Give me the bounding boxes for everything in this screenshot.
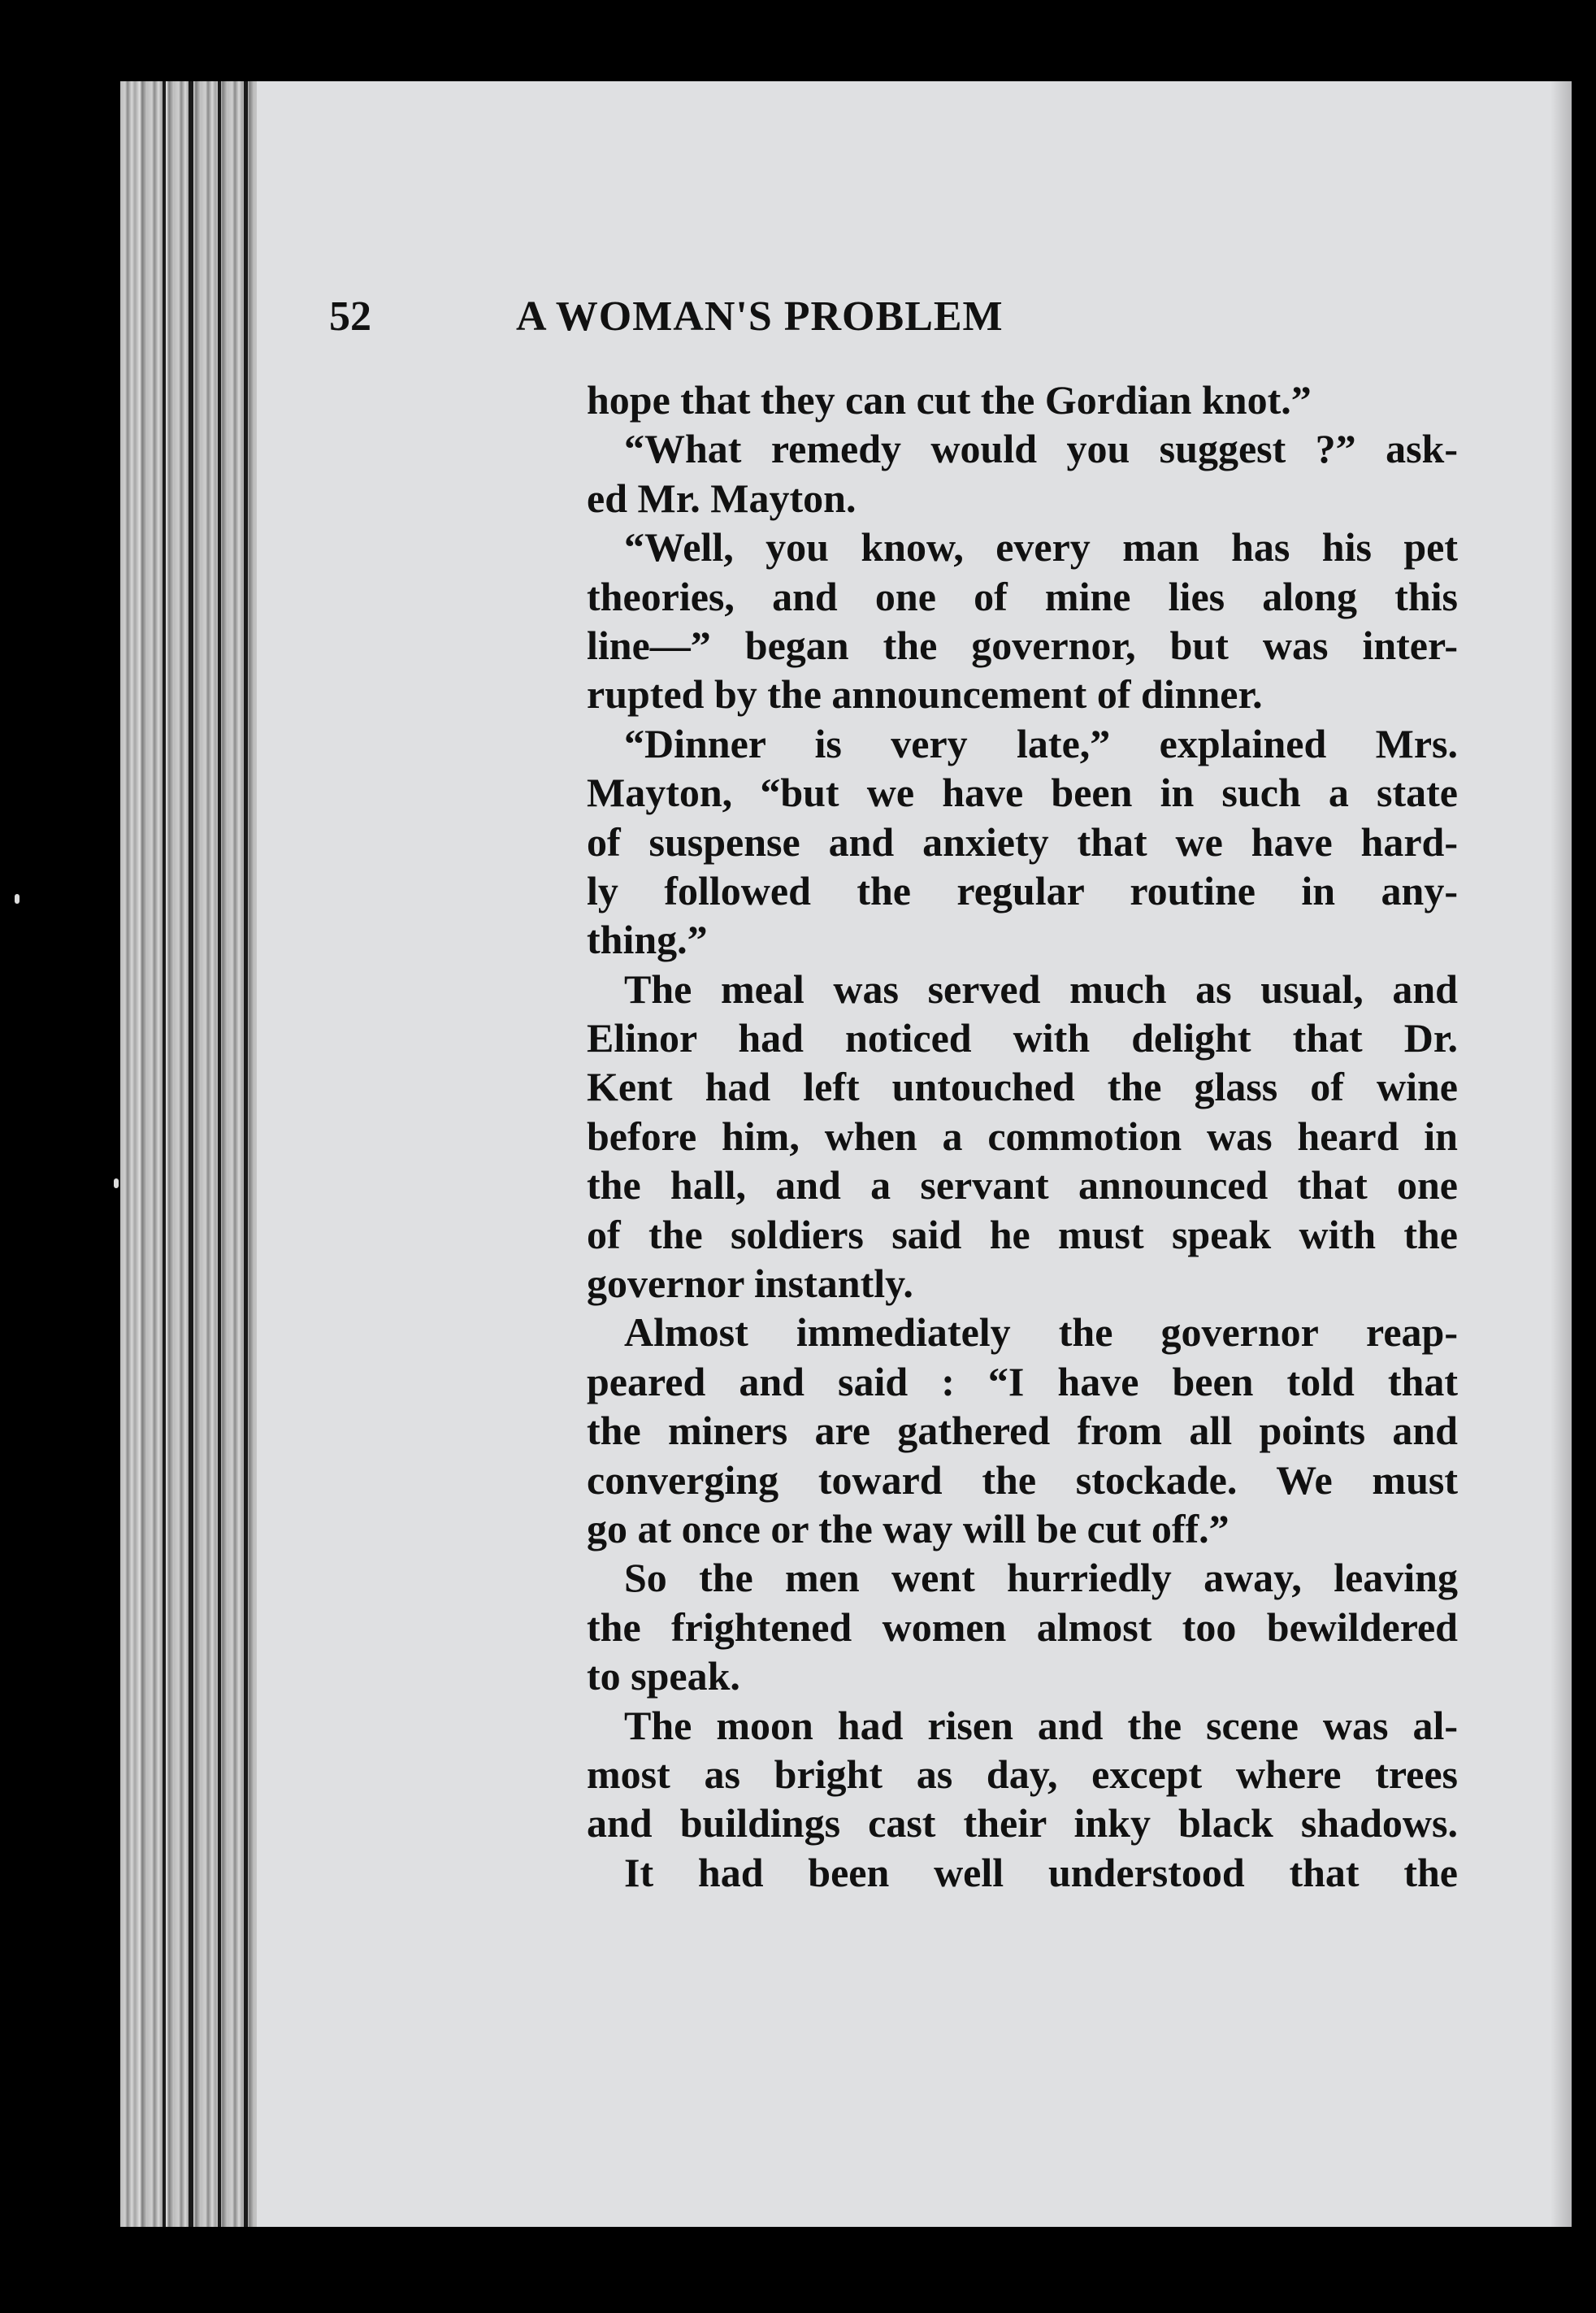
text-line: “What remedy would you suggest ?” ask- <box>624 426 1458 472</box>
edge-line <box>218 81 221 2227</box>
page-header <box>329 293 1459 349</box>
body-text <box>587 375 1458 1897</box>
text-line: So the men went hurriedly away, leaving <box>624 1555 1458 1601</box>
text-line: before him, when a commotion was heard in <box>587 1113 1458 1159</box>
text-line: go at once or the way will be cut off.” <box>587 1505 1230 1551</box>
text-line: “Dinner is very late,” explained Mrs. <box>624 720 1458 766</box>
text-line: the frightened women almost too bewildered <box>587 1603 1458 1650</box>
text-line: The meal was served much as usual, and <box>624 966 1458 1012</box>
text-line: It had been well understood that the <box>624 1849 1458 1895</box>
running-head: A WOMAN'S PROBLEM <box>516 293 1004 340</box>
edge-line <box>189 81 193 2227</box>
text-line: of the soldiers said he must speak with the <box>587 1211 1458 1257</box>
text-line: converging toward the stockade. We must <box>587 1456 1458 1503</box>
text-line: ly followed the regular routine in any- <box>587 867 1458 913</box>
text-line: governor instantly. <box>587 1261 913 1307</box>
text-line: most as bright as day, except where trees <box>587 1751 1458 1797</box>
text-line: Mayton, “but we have been in such a state <box>587 770 1458 816</box>
page-number: 52 <box>329 293 371 340</box>
text-line: the miners are gathered from all points and <box>587 1408 1458 1454</box>
text-line: of suspense and anxiety that we have hard- <box>587 818 1458 865</box>
text-line: the hall, and a servant announced that one <box>587 1162 1458 1209</box>
text-line: Almost immediately the governor reap- <box>624 1309 1458 1356</box>
page-shadow <box>1550 81 1572 2227</box>
text-line: Elinor had noticed with delight that Dr. <box>587 1015 1458 1061</box>
edge-line <box>244 81 248 2227</box>
scan-speck <box>114 1178 119 1188</box>
text-line: thing.” <box>587 917 708 963</box>
text-line: Kent had left untouched the glass of wine <box>587 1064 1458 1110</box>
text-line: theories, and one of mine lies along this <box>587 573 1458 619</box>
text-line: line—” began the governor, but was inter- <box>587 622 1458 668</box>
text-line: The moon had risen and the scene was al- <box>624 1702 1458 1748</box>
text-line: to speak. <box>587 1653 740 1699</box>
edge-line <box>163 81 166 2227</box>
text-line: ed Mr. Mayton. <box>587 475 857 521</box>
text-line: “Well, you know, every man has his pet <box>624 524 1458 571</box>
text-line: rupted by the announcement of dinner. <box>587 671 1263 718</box>
text-line: and buildings cast their inky black shadows. <box>587 1800 1458 1846</box>
text-line: hope that they can cut the Gordian knot.” <box>587 377 1312 423</box>
text-line: peared and said : “I have been told that <box>587 1358 1458 1404</box>
scan-speck <box>15 894 20 904</box>
